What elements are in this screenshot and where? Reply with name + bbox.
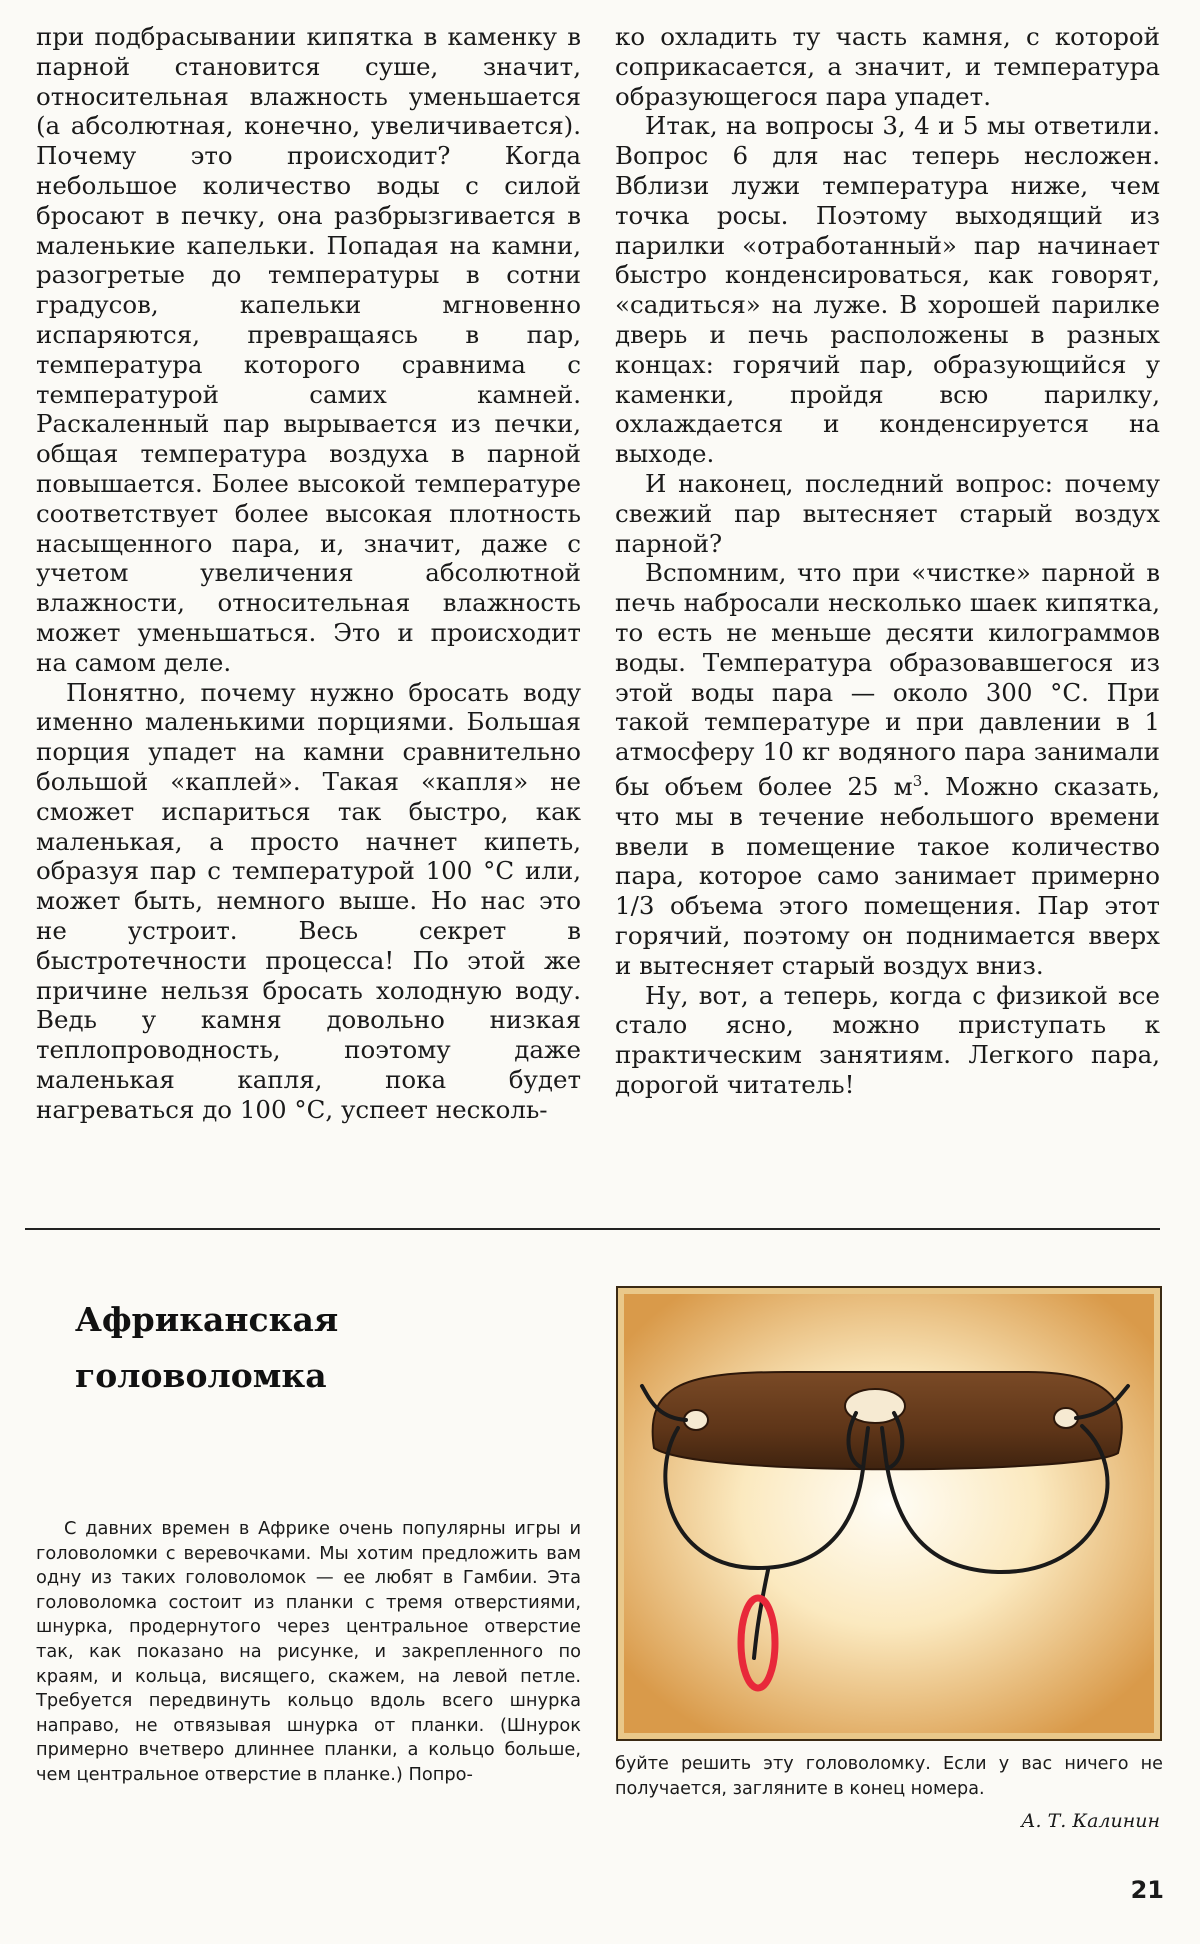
section-divider xyxy=(25,1228,1160,1230)
right-paragraph-3: И наконец, последний вопрос: почему свежий пар вытесняет старый воздух парной? xyxy=(615,468,1160,558)
puzzle-drawing xyxy=(618,1288,1160,1739)
right-paragraph-5: Ну, вот, а теперь, когда с физикой все стало ясно, можно приступать к практическим занятиям. Легкого пара, дорогой читатель! xyxy=(615,980,1160,1100)
cubic-superscript: 3 xyxy=(912,771,923,790)
puzzle-description xyxy=(36,1517,581,1788)
puzzle-body: С давних времен в Африке очень популярны игры и головоломки с веревочками. Мы хотим предложить вам одну из таких головоломок — ее любят в Гамбии. Эта головоломка состоит из планки с тремя отверстиями, шнурка, продернутого через центральное отверстие так, как показано на рисунке, и закрепленного по краям, и кольца, висящего, скажем, на левой петле. Требуется передвинуть кольцо вдоль всего шнурка направо, не отвязывая шнурка от планки. (Шнурок примерно вчетверо длиннее планки, а кольцо больше, чем центральное отверстие в планке.) Попро- xyxy=(36,1518,581,1785)
puzzle-title-line-1: Африканская xyxy=(75,1300,339,1339)
right-paragraph-4-end: . Можно сказать, что мы в течение небольшого времени ввели в помещение такое количество пара, которое само занимает примерно 1/3 объема этого помещения. Пар этот горячий, поэтому он поднимается вверх и вытесняет старый воздух вниз. xyxy=(615,772,1161,980)
background-glow xyxy=(624,1294,1154,1733)
right-paragraph-2: Итак, на вопросы 3, 4 и 5 мы ответили. Вопрос 6 для нас теперь несложен. Вблизи лужи температура ниже, чем точка росы. Поэтому выходящий из парилки «отработанный» пар начинает быстро конденсироваться, как говорят, «садиться» на луже. В хорошей парилке дверь и печь расположены в разных концах: горячий пар, образующийся у каменки, пройдя всю парилку, охлаждается и конденсируется на выходе. xyxy=(615,111,1160,469)
right-paragraph-4-start: Вспомним, что при «чистке» парной в печь набросали несколько шаек кипятка, то есть не меньше десяти килограммов воды. Температура образовавшегося из этой воды пара — около 300 °С. При такой температуре и при давлении в 1 атмосферу 10 кг водяного пара занимали бы объем более 25 м xyxy=(615,558,1160,802)
right-text-column xyxy=(615,22,1160,1100)
right-paragraph-1: ко охладить ту часть камня, с которой соприкасается, а значит, и температура образующегося пара упадет. xyxy=(615,22,1160,111)
author-signature: А. Т. Калинин xyxy=(1021,1810,1160,1832)
puzzle-title xyxy=(75,1292,555,1404)
puzzle-title-line-2: головоломка xyxy=(75,1356,327,1395)
left-paragraph-1: при подбрасывании кипятка в каменку в парной становится суше, значит, относительная влажность уменьшается (а абсолютная, конечно, увеличивается). Почему это происходит? Когда небольшое количество воды с силой бросают в печку, она разбрызгивается в маленькие капельки. Попадая на камни, разогретые до температуры в сотни градусов, капельки мгновенно испаряются, превращаясь в пар, температура которого сравнима с температурой самих камней. Раскаленный пар вырывается из печки, общая температура воздуха в парной повышается. Более высокой температуре соответствует более высокая плотность насыщенного пара, и, значит, даже с учетом увеличения абсолютной влажности, относительная влажность может уменьшаться. Это и происходит на самом деле. xyxy=(36,22,581,677)
puzzle-illustration xyxy=(616,1286,1162,1741)
page-number: 21 xyxy=(1130,1876,1164,1904)
left-paragraph-2: Понятно, почему нужно бросать воду именно маленькими порциями. Большая порция упадет на камни сравнительно большой «каплей». Такая «капля» не сможет испариться так быстро, как маленькая, а просто начнет кипеть, образуя пар с температурой 100 °С или, может быть, немного выше. Но нас это не устроит. Весь секрет в быстротечности процесса! По этой же причине нельзя бросать холодную воду. Ведь у камня довольно низкая теплопроводность, поэтому даже маленькая капля, пока будет нагреваться до 100 °С, успеет несколь- xyxy=(36,677,581,1124)
right-paragraph-4 xyxy=(615,558,1160,980)
left-text-column xyxy=(36,22,581,1124)
puzzle-caption: буйте решить эту головоломку. Если у вас ничего не получается, загляните в конец номера. xyxy=(615,1754,1163,1799)
